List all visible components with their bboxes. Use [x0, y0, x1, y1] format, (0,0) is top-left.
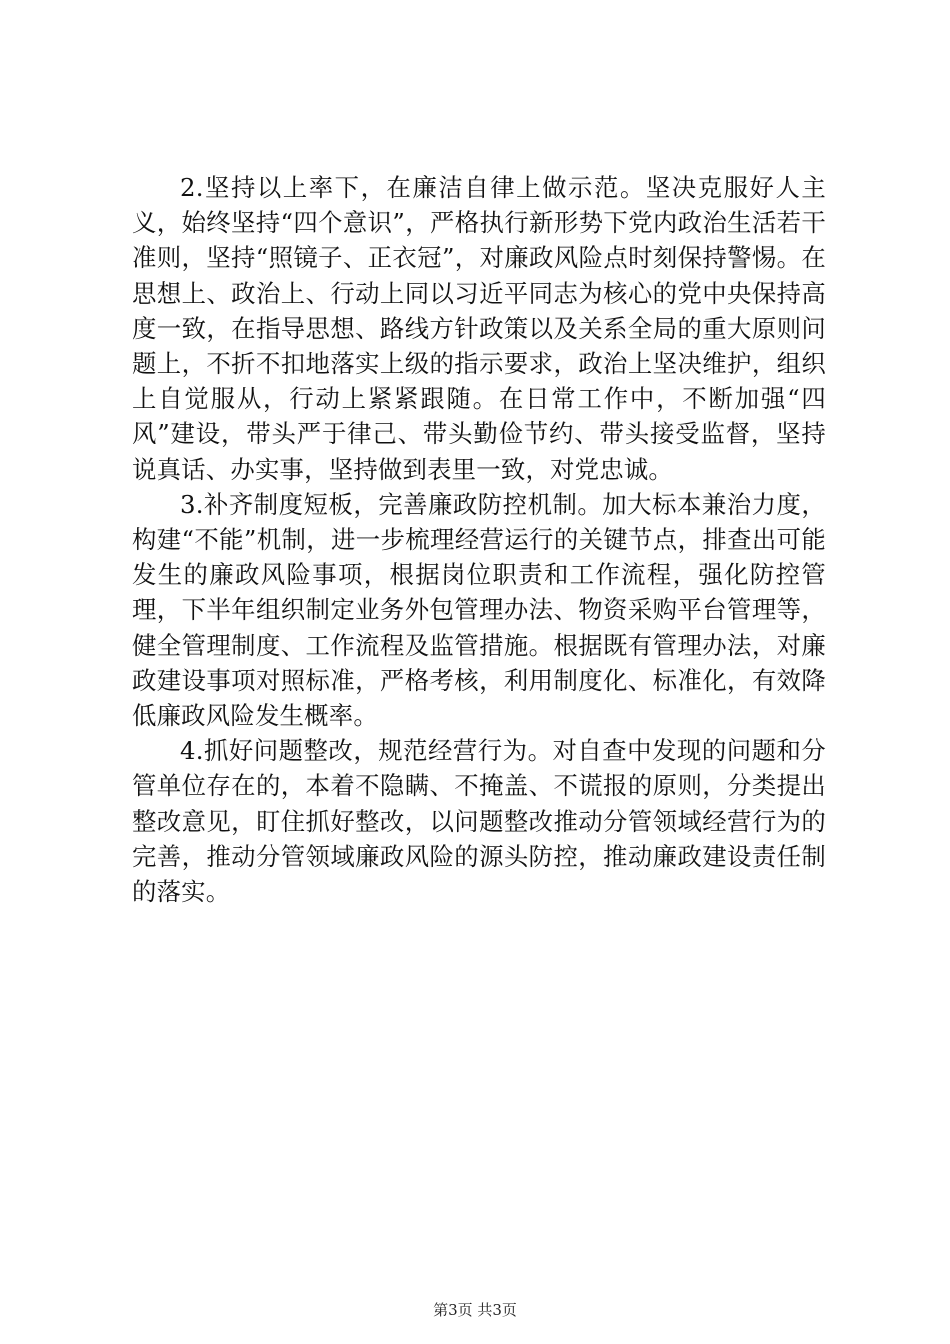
- paragraph-item-4: 4.抓好问题整改，规范经营行为。对自查中发现的问题和分管单位存在的，本着不隐瞒、不掩盖、不谎报的原则，分类提出整改意见，盯住抓好整改，以问题整改推动分管领域经营行为的完善，推动分管领域廉政风险的源头防控，推动廉政建设责任制的落实。: [132, 736, 826, 907]
- page-footer: [0, 1300, 950, 1320]
- paragraph-item-3: 3.补齐制度短板，完善廉政防控机制。加大标本兼治力度，构建“不能”机制，进一步梳理经营运行的关键节点，排查出可能发生的廉政风险事项，根据岗位职责和工作流程，强化防控管理，下半年组织制定业务外包管理办法、物资采购平台管理等，健全管理制度、工作流程及监管措施。根据既有管理办法，对廉政建设事项对照标准，严格考核，利用制度化、标准化，有效降低廉政风险发生概率。: [132, 489, 826, 731]
- document-body: [132, 170, 826, 909]
- page-number-label: 第3页 共3页: [433, 1301, 517, 1319]
- paragraph-item-2: 2.坚持以上率下，在廉洁自律上做示范。坚决克服好人主义，始终坚持“四个意识”，严格执行新形势下党内政治生活若干准则，坚持“照镜子、正衣冠”，对廉政风险点时刻保持警惕。在思想上、政治上、行动上同以习近平同志为核心的党中央保持高度一致，在指导思想、路线方针政策以及关系全局的重大原则问题上，不折不扣地落实上级的指示要求，政治上坚决维护，组织上自觉服从，行动上紧紧跟随。在日常工作中，不断加强“四风”建设，带头严于律己、带头勤俭节约、带头接受监督，坚持说真话、办实事，坚持做到表里一致，对党忠诚。: [132, 173, 826, 484]
